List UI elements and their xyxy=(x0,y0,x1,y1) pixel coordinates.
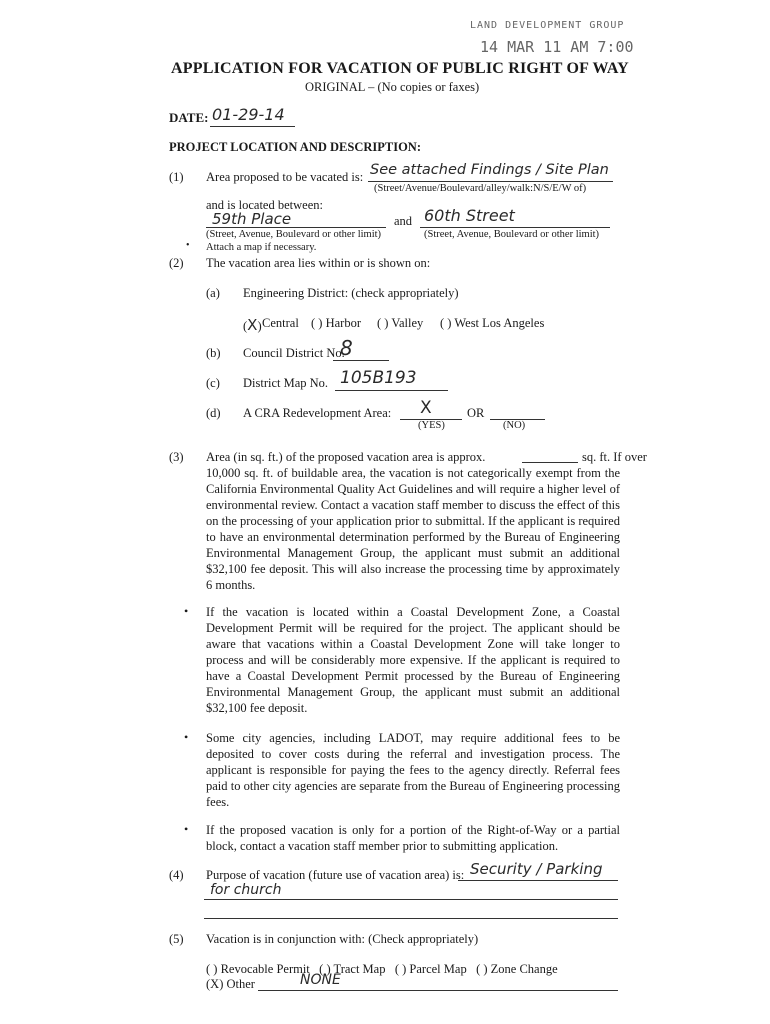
item1-street2-underline xyxy=(420,227,610,228)
west-la-option[interactable]: ( ) West Los Angeles xyxy=(440,316,545,330)
cra-no-label: (NO) xyxy=(503,420,526,431)
purpose-value-line1[interactable]: Security / Parking xyxy=(470,860,603,878)
item2b-letter: (b) xyxy=(206,346,221,360)
item1-street1-value[interactable]: 59th Place xyxy=(212,210,292,228)
item2d-letter: (d) xyxy=(206,406,221,420)
purpose-value-line2[interactable]: for church xyxy=(210,882,282,898)
item3-paragraph: 10,000 sq. ft. of buildable area, the vacation is not categorically exempt from the California Environmental Quality Act Guidelines and will require a higher level of environmental review. Contact a vacation staff member to discuss the effect of this on the processing of your application prior to submittal. If the applicant is required to have an environmental determination performed by the Bureau of Engineering Environmental Management Group, the applicant must submit an additional $32,100 fee deposit. This will also increase the processing time by approximately 6 months. xyxy=(206,466,620,592)
cra-yes-mark[interactable]: X xyxy=(420,398,432,418)
item4-number: (4) xyxy=(169,868,184,882)
attach-bullet: • xyxy=(186,240,190,251)
item3-number: (3) xyxy=(169,450,184,464)
item1-street1-underline xyxy=(206,227,386,228)
item2a-letter: (a) xyxy=(206,286,220,300)
agency-fees-paragraph: Some city agencies, including LADOT, may require additional fees to be deposited to cover costs during the referral and investigation process. The applicant is responsible for paying the fees to the agency directly. Referral fees paid to other city agencies are separate from the Bureau of Engineering processing fees. xyxy=(206,731,620,809)
other-option[interactable]: (X) Other xyxy=(206,977,255,991)
central-check-mark: X xyxy=(247,316,258,334)
central-checkbox[interactable]: (X) xyxy=(243,316,262,334)
item1-street2-hint: (Street, Avenue, Boulevard or other limit) xyxy=(424,229,600,240)
date-underline xyxy=(210,126,295,127)
cra-yes-label: (YES) xyxy=(418,420,445,431)
item5-label: Vacation is in conjunction with: (Check appropriately) xyxy=(206,932,479,946)
item2-number: (2) xyxy=(169,256,184,270)
item1-area-underline xyxy=(368,181,613,182)
cra-or: OR xyxy=(467,406,485,420)
item4-label: Purpose of vacation (future use of vacation area) is: xyxy=(206,868,465,882)
area-sqft-underline[interactable] xyxy=(522,462,578,463)
item1-street1-hint: (Street, Avenue, Boulevard or other limit) xyxy=(206,229,382,240)
conjunction-options[interactable]: ( ) Revocable Permit ( ) Tract Map ( ) Parcel Map ( ) Zone Change xyxy=(206,962,558,976)
council-district-underline xyxy=(333,360,389,361)
item1-area-value[interactable]: See attached Findings / Site Plan xyxy=(370,162,609,178)
item2a-label: Engineering District: (check appropriately) xyxy=(243,286,459,300)
form-title: APPLICATION FOR VACATION OF PUBLIC RIGHT OF WAY xyxy=(171,60,629,77)
harbor-option[interactable]: ( ) Harbor xyxy=(311,316,361,330)
council-district-value[interactable]: 8 xyxy=(340,336,353,360)
received-stamp-datetime: 14 MAR 11 AM 7:00 xyxy=(480,38,634,56)
central-label: Central xyxy=(262,316,299,330)
form-subtitle: ORIGINAL – (No copies or faxes) xyxy=(305,80,480,94)
purpose-underline-2 xyxy=(204,899,618,900)
purpose-underline-1 xyxy=(458,880,618,881)
date-label: DATE: xyxy=(169,110,209,125)
valley-option[interactable]: ( ) Valley xyxy=(377,316,424,330)
item3-text-start: Area (in sq. ft.) of the proposed vacation area is approx. xyxy=(206,450,486,464)
item1-area-hint: (Street/Avenue/Boulevard/alley/walk:N/S/E/W of) xyxy=(374,183,587,194)
bullet-icon: • xyxy=(184,822,189,836)
item5-number: (5) xyxy=(169,932,184,946)
purpose-underline-3 xyxy=(204,918,618,919)
section-heading: PROJECT LOCATION AND DESCRIPTION: xyxy=(169,140,422,154)
item1-and: and xyxy=(394,214,413,228)
coastal-paragraph: If the vacation is located within a Coastal Development Zone, a Coastal Development Permit will be required for the project. The applicant should be aware that vacations within a Coastal Development Zone will take longer to process and will be considerably more expensive. If the applicant is required to have a Coastal Development Permit processed by the Bureau of Engineering Environmental Management Group, the applicant must submit an additional $32,100 fee deposit. xyxy=(206,605,620,715)
date-value[interactable]: 01-29-14 xyxy=(212,105,285,124)
bullet-icon: • xyxy=(184,604,189,618)
item2c-letter: (c) xyxy=(206,376,220,390)
item1-label: Area proposed to be vacated is: xyxy=(206,170,364,184)
item2b-label: Council District No. xyxy=(243,346,345,360)
received-stamp-group: LAND DEVELOPMENT GROUP xyxy=(470,20,625,31)
item1-street2-value[interactable]: 60th Street xyxy=(424,206,515,225)
partial-row-paragraph: If the proposed vacation is only for a portion of the Right-of-Way or a partial block, contact a vacation staff member prior to submitting application. xyxy=(206,823,620,853)
item2c-label: District Map No. xyxy=(243,376,329,390)
bullet-icon: • xyxy=(184,730,189,744)
item2d-label: A CRA Redevelopment Area: xyxy=(243,406,392,420)
item2-label: The vacation area lies within or is shown on: xyxy=(206,256,431,270)
item3-text-mid: sq. ft. If over xyxy=(582,450,647,464)
item1-number: (1) xyxy=(169,170,184,184)
district-map-value[interactable]: 105B193 xyxy=(340,368,417,388)
other-value[interactable]: NONE xyxy=(300,972,341,988)
item1-between-label: and is located between: xyxy=(206,198,323,212)
district-map-underline xyxy=(335,390,448,391)
other-underline xyxy=(258,990,618,991)
attach-note: Attach a map if necessary. xyxy=(206,242,317,253)
